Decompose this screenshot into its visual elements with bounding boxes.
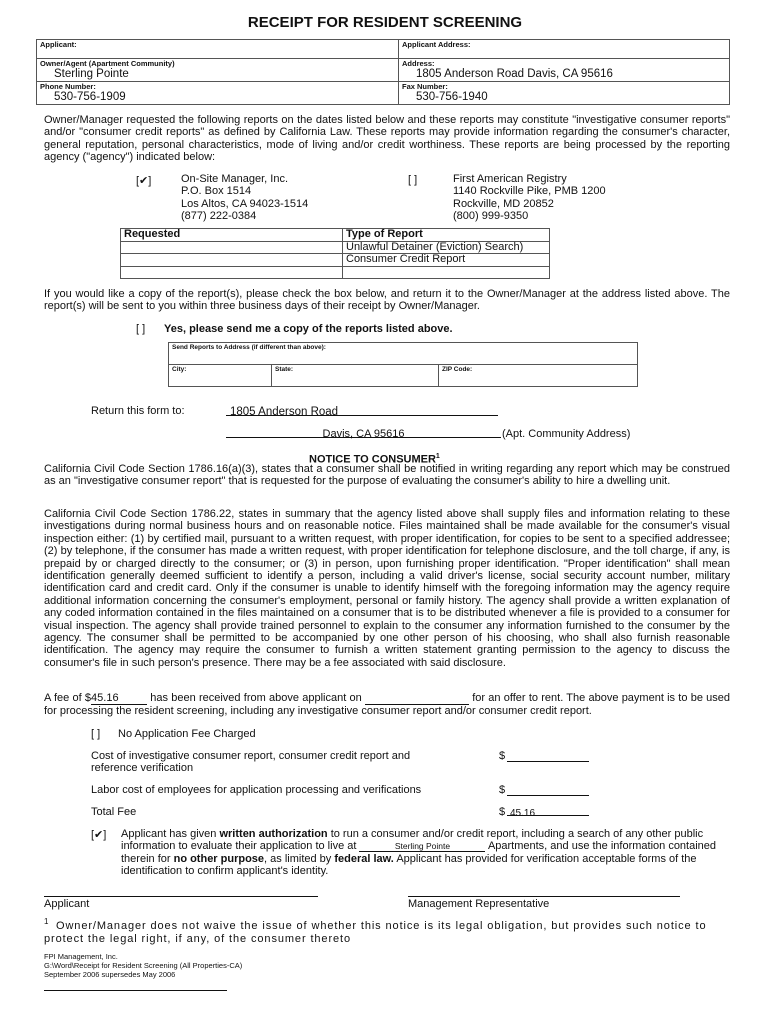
- agency2-city-line: Rockville, MD 20852: [453, 197, 554, 210]
- manager-signature-label: Management Representative: [408, 898, 550, 910]
- state-label: State:: [275, 366, 294, 373]
- copy-request-label: Yes, please send me a copy of the reports listed above.: [164, 323, 453, 335]
- notice-footnote-ref: 1: [435, 453, 440, 460]
- no-fee-label: No Application Fee Charged: [118, 728, 256, 740]
- no-fee-checkbox[interactable]: [ ]: [91, 728, 101, 740]
- authorization-text-5: Applicant has provided for verification acceptable forms of the identification to confirm applicant's identity.: [121, 852, 697, 878]
- phone-label: Phone Number:: [40, 82, 96, 91]
- requested-cell-1[interactable]: [121, 241, 343, 254]
- agency2-phone: (800) 999-9350: [453, 210, 529, 223]
- owner-agent-value: Sterling Pointe: [54, 68, 129, 80]
- intro-paragraph: Owner/Manager requested the following reports on the dates listed below and these reports may constitute "investigative consumer reports" and/or "consumer credit reports" as defined by California Law. These reports may provide information regarding the consumer's character, general reputation, personal characteristics, mode of living and/or credit worthiness. These reports are being processed by the reporting agency ("agency") indicated below:: [44, 114, 730, 164]
- authorization-checkbox[interactable]: [✔]: [91, 829, 107, 841]
- report-type-eviction: Unlawful Detainer (Eviction) Search): [343, 241, 550, 254]
- applicant-signature-label: Applicant: [44, 898, 90, 910]
- applicant-address-label: Applicant Address:: [402, 40, 471, 49]
- copy-request-checkbox[interactable]: [ ]: [136, 323, 146, 335]
- type-of-report-header: Type of Report: [343, 229, 550, 242]
- authorization-text-3: Apartments, and use the information contained therein for: [121, 840, 717, 865]
- return-address-line2: [226, 424, 501, 438]
- send-address-label: Send Reports to Address (if different than above):: [172, 344, 326, 351]
- cost-label: Cost of investigative consumer report, consumer credit report and reference verification: [91, 750, 411, 775]
- footer-line2: G:\Word\Receipt for Resident Screening (All Properties-CA): [44, 961, 243, 970]
- reports-table: [120, 228, 550, 279]
- return-address-suffix: (Apt. Community Address): [502, 428, 631, 440]
- notice-paragraph-1: California Civil Code Section 1786.16(a)(3), states that a consumer shall be notified in writing regarding any report which may be construed as an "investigative consumer report" that is requested for the purpose of evaluating the consumer's ability to hire a dwelling unit.: [44, 463, 730, 488]
- requested-cell-2[interactable]: [121, 254, 343, 267]
- city-field[interactable]: [169, 365, 272, 387]
- agency2-checkbox[interactable]: [ ]: [408, 174, 418, 186]
- fee-suffix: for an offer to rent. The above payment is to be used for processing the resident screening, including any investigative consumer report and/or consumer credit report.: [44, 692, 731, 718]
- fee-paragraph: [44, 692, 730, 718]
- fee-mid: has been received from above applicant on: [150, 692, 362, 704]
- fee-date-field[interactable]: [365, 692, 469, 705]
- return-address-line2-text: Davis, CA 95616: [322, 428, 405, 440]
- fax-label: Fax Number:: [402, 82, 448, 91]
- requested-header: Requested: [121, 229, 343, 242]
- footer-rule: [44, 990, 227, 991]
- cost-dollar-sign: $: [499, 750, 506, 762]
- page-title: RECEIPT FOR RESIDENT SCREENING: [247, 14, 523, 31]
- zip-field[interactable]: [439, 365, 638, 387]
- authorization-text-2: to run a consumer and/or credit report, including a search of any other public information to evaluate their application to live at: [121, 828, 704, 853]
- report-type-credit: Consumer Credit Report: [343, 254, 550, 267]
- agency1-address-line: P.O. Box 1514: [181, 185, 252, 198]
- authorization-bold-3: federal law.: [334, 852, 394, 865]
- notice-title-text: NOTICE TO CONSUMER: [309, 453, 436, 466]
- agency2-address-line: 1140 Rockville Pike, PMB 1200: [453, 185, 606, 198]
- agency2-block: [453, 173, 606, 223]
- zip-label: ZIP Code:: [442, 366, 473, 373]
- community-name-field[interactable]: Sterling Pointe: [359, 841, 485, 852]
- authorization-text: [121, 828, 730, 878]
- address-value: 1805 Anderson Road Davis, CA 95616: [416, 68, 613, 80]
- footnote-mark: 1: [44, 917, 49, 926]
- authorization-bold-1: written authorization: [219, 828, 328, 840]
- send-address-table: [168, 342, 638, 387]
- labor-amount-line[interactable]: [507, 795, 589, 796]
- total-fee-label: Total Fee: [91, 806, 137, 818]
- applicant-label: Applicant:: [40, 40, 77, 49]
- authorization-text-4: , as limited by: [264, 852, 332, 865]
- labor-label: Labor cost of employees for application processing and verifications: [91, 784, 422, 796]
- header-table: [36, 39, 730, 105]
- agency1-block: [181, 173, 308, 223]
- authorization-text-1: Applicant has given: [121, 828, 217, 840]
- phone-value: 530-756-1909: [54, 91, 126, 103]
- return-form-label: Return this form to:: [91, 405, 185, 417]
- send-address-field[interactable]: [169, 343, 638, 365]
- total-fee-value: 45.16: [510, 808, 536, 819]
- requested-cell-3[interactable]: [121, 266, 343, 279]
- agency1-city-line: Los Altos, CA 94023-1514: [181, 197, 309, 210]
- return-address-line1-text: 1805 Anderson Road: [230, 406, 339, 418]
- labor-dollar-sign: $: [499, 784, 506, 796]
- return-address-line1: [226, 402, 498, 416]
- agency1-phone: (877) 222-0384: [181, 210, 257, 223]
- footer-line3: September 2006 supersedes May 2006: [44, 970, 176, 979]
- authorization-bold-2: no other purpose: [173, 852, 265, 865]
- copy-paragraph: If you would like a copy of the report(s), please check the box below, and return it to the Owner/Manager at the address listed above. The report(s) will be sent to you within three business days of their receipt by Owner/Manager.: [44, 288, 730, 313]
- address-label: Address:: [402, 59, 435, 68]
- total-fee-field[interactable]: [507, 803, 589, 819]
- city-label: City:: [172, 366, 187, 373]
- agency2-name: First American Registry: [453, 173, 567, 185]
- footnote-text: Owner/Manager does not waive the issue of whether this notice is its legal obligation, but provides such notice to protect the legal right, if any, of the consumer thereto: [44, 920, 707, 945]
- applicant-signature-line[interactable]: [44, 896, 318, 897]
- report-type-empty: [343, 266, 550, 279]
- fee-amount[interactable]: 45.16: [91, 692, 147, 705]
- state-field[interactable]: [272, 365, 439, 387]
- cost-amount-line[interactable]: [507, 761, 589, 762]
- agency1-checkbox[interactable]: [✔]: [136, 175, 152, 187]
- agency1-name: On-Site Manager, Inc.: [181, 173, 288, 185]
- fax-value: 530-756-1940: [416, 91, 488, 103]
- total-dollar-sign: $: [499, 806, 506, 818]
- owner-agent-label: Owner/Agent (Apartment Community): [40, 59, 175, 68]
- notice-paragraph-2: California Civil Code Section 1786.22, states in summary that the agency listed above shall supply files and information relating to these investigations during normal business hours and on reasonable notice. Files maintained shall be made available for the consumer's visual inspection either: (1) by certified mail, pursuant to a written request, with proper identification, for copies to be sent to a specified addressee; (2) by telephone, if the consumer has made a written request, with proper identification for telephone disclosure, and the toll charge, if any, is prepaid by or charged directly to the consumer; or (3) in person, upon furnishing proper identification. "Proper identification" shall mean identification generally deemed sufficient to identify a person, including a valid driver's license, social security account number, military identification card and credit card. Only if the consumer is unable to identify himself with the foregoing information may the agency require additional information concerning the consumer's employment, personal or family history. The agency shall provide a written explanation of any coded information contained in the files maintained on a consumer that is to be distributed whenever a file is provided to a consumer for visual inspection. The agency shall provide trained personnel to explain to the consumer any information furnished to the consumer by the agency. The consumer shall be permitted to be accompanied by one other person of his choosing, who shall also furnish reasonable identification. The agency may require the consumer to furnish a written statement granting permission to the agency to discuss the consumer's file in such person's presence. There may be a fee associated with said disclosure.: [44, 508, 730, 669]
- fee-prefix: A fee of $: [44, 692, 92, 704]
- manager-signature-line[interactable]: [408, 896, 680, 897]
- footer-line1: FPI Management, Inc.: [44, 952, 118, 961]
